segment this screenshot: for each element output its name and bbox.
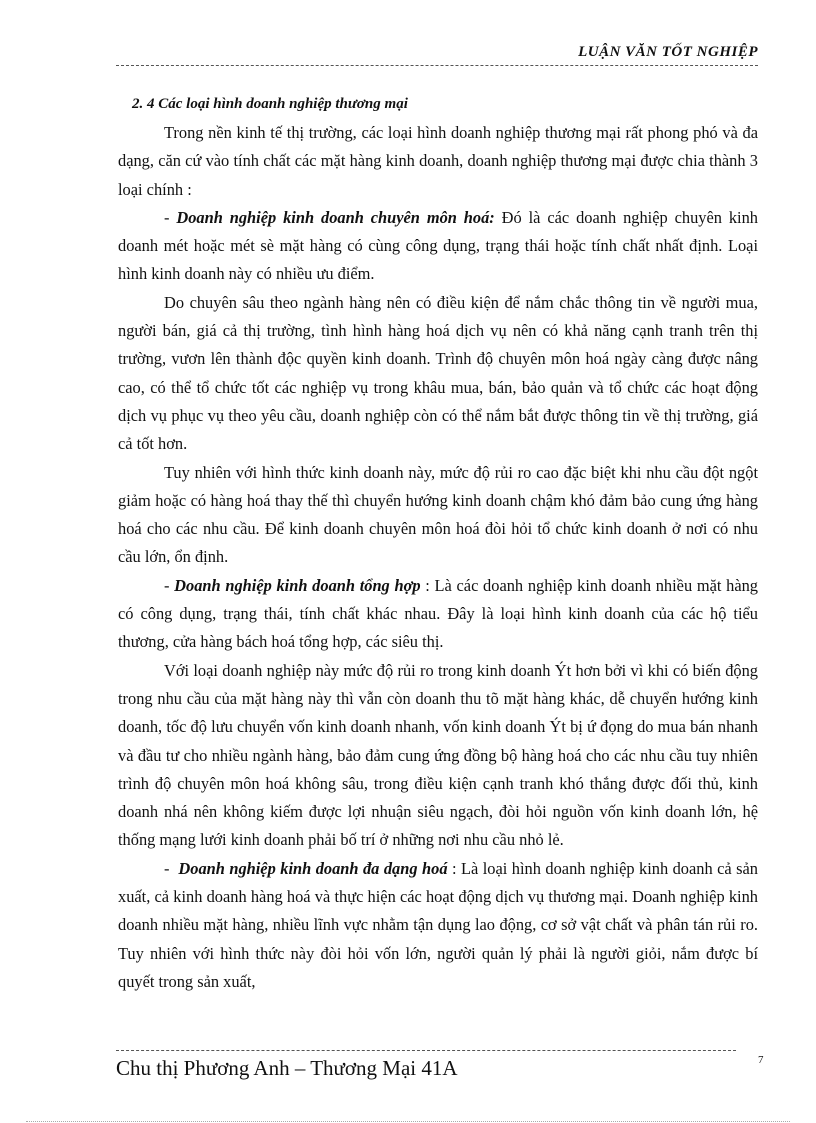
paragraph: Với loại doanh nghiệp này mức độ rủi ro trong kinh doanh Ýt hơn bởi vì khi có biến động trong nhu cầu của mặt hàng này thì vẫn còn doanh thu tõ mặt hàng khác, dễ chuyển hướng kinh doanh, tốc độ lưu chuyển vốn kinh doanh nhanh, vốn kinh doanh Ýt bị ứ đọng do mua bán nhanh và đầu tư cho nhiều ngành hàng, bảo đảm cung ứng đồng bộ hàng hoá cho các nhu cầu tuy nhiên trình độ chuyên môn hoá không sâu, trong điều kiện cạnh tranh khó thắng được đối thủ, kinh doanh nhá nên không kiếm được lợi nhuận siêu ngạch, đòi hỏi nguồn vốn kinh doanh lớn, hệ thống mạng lưới kinh doanh phải bố trí ở những nơi nhu cầu nhỏ lẻ.: [118, 660, 758, 850]
body-text: [118, 119, 758, 996]
running-header-title: LUẬN VĂN TỐT NGHIỆP: [578, 44, 758, 60]
footer-author: Chu thị Phương Anh – Thương Mại 41A: [116, 1056, 458, 1080]
section-heading: 2. 4 Các loại hình doanh nghiệp thương mại: [132, 96, 408, 112]
term-specialized-enterprise: Doanh nghiệp kinh doanh chuyên môn hoá:: [176, 207, 495, 227]
header-divider: [116, 65, 758, 66]
paragraph: Do chuyên sâu theo ngành hàng nên có điều kiện để nắm chắc thông tin về người mua, người bán, giá cả thị trường, tình hình hàng hoá dịch vụ nên có khả năng cạnh tranh trên thị trường, vươn lên thành độc quyền kinh doanh. Trình độ chuyên môn hoá ngày càng được nâng cao, có thể tổ chức tốt các nghiệp vụ trong khâu mua, bán, bảo quản và tổ chức các hoạt động dịch vụ phục vụ theo yêu cầu, doanh nghiệp còn có thể nắm bắt được thông tin về thị trường, giá cả tốt hơn.: [118, 292, 758, 454]
page-bottom-border: [26, 1121, 790, 1122]
paragraph: Trong nền kinh tế thị trường, các loại hình doanh nghiệp thương mại rất phong phó và đa dạng, căn cứ vào tính chất các mặt hàng kinh doanh, doanh nghiệp thương mại được chia thành 3 loại chính :: [118, 123, 758, 199]
paragraph: - Doanh nghiệp kinh doanh đa dạng hoá : Là loại hình doanh nghiệp kinh doanh cả sản xuất, cả kinh doanh hàng hoá và thực hiện các hoạt động dịch vụ thương mại. Doanh nghiệp kinh doanh nhiều mặt hàng, nhiều lĩnh vực nhằm tận dụng lao động, cơ sở vật chất và phân tán rủi ro. Tuy nhiên với hình thức này đòi hỏi vốn lớn, người quản lý phải là người giỏi, nắm được bí quyết trong sản xuất,: [118, 858, 759, 991]
page-number: 7: [758, 1054, 764, 1066]
footer-divider: [116, 1050, 736, 1051]
term-general-enterprise: Doanh nghiệp kinh doanh tổng hợp: [174, 575, 421, 595]
paragraph: - Doanh nghiệp kinh doanh chuyên môn hoá: Đó là các doanh nghiệp chuyên kinh doanh mét hoặc mét sè mặt hàng có cùng công dụng, trạng thái hoặc tính chất nhất định. Loại hình kinh doanh này có nhiều ưu điểm.: [118, 207, 758, 284]
paragraph: - Doanh nghiệp kinh doanh tổng hợp : Là các doanh nghiệp kinh doanh nhiều mặt hàng có công dụng, trạng thái, tính chất khác nhau. Đây là loại hình kinh doanh của các hộ tiểu thương, cửa hàng bách hoá tổng hợp, các siêu thị.: [118, 575, 759, 652]
paragraph: Tuy nhiên với hình thức kinh doanh này, mức độ rủi ro cao đặc biệt khi nhu cầu đột ngột giảm hoặc có hàng hoá thay thế thì chuyển hướng kinh doanh chậm khó đảm bảo cung ứng hàng hoá cho các nhu cầu. Để kinh doanh chuyên môn hoá đòi hỏi tổ chức kinh doanh ở nơi có nhu cầu lớn, ổn định.: [118, 462, 758, 567]
term-diversified-enterprise: Doanh nghiệp kinh doanh đa dạng hoá: [178, 858, 448, 878]
